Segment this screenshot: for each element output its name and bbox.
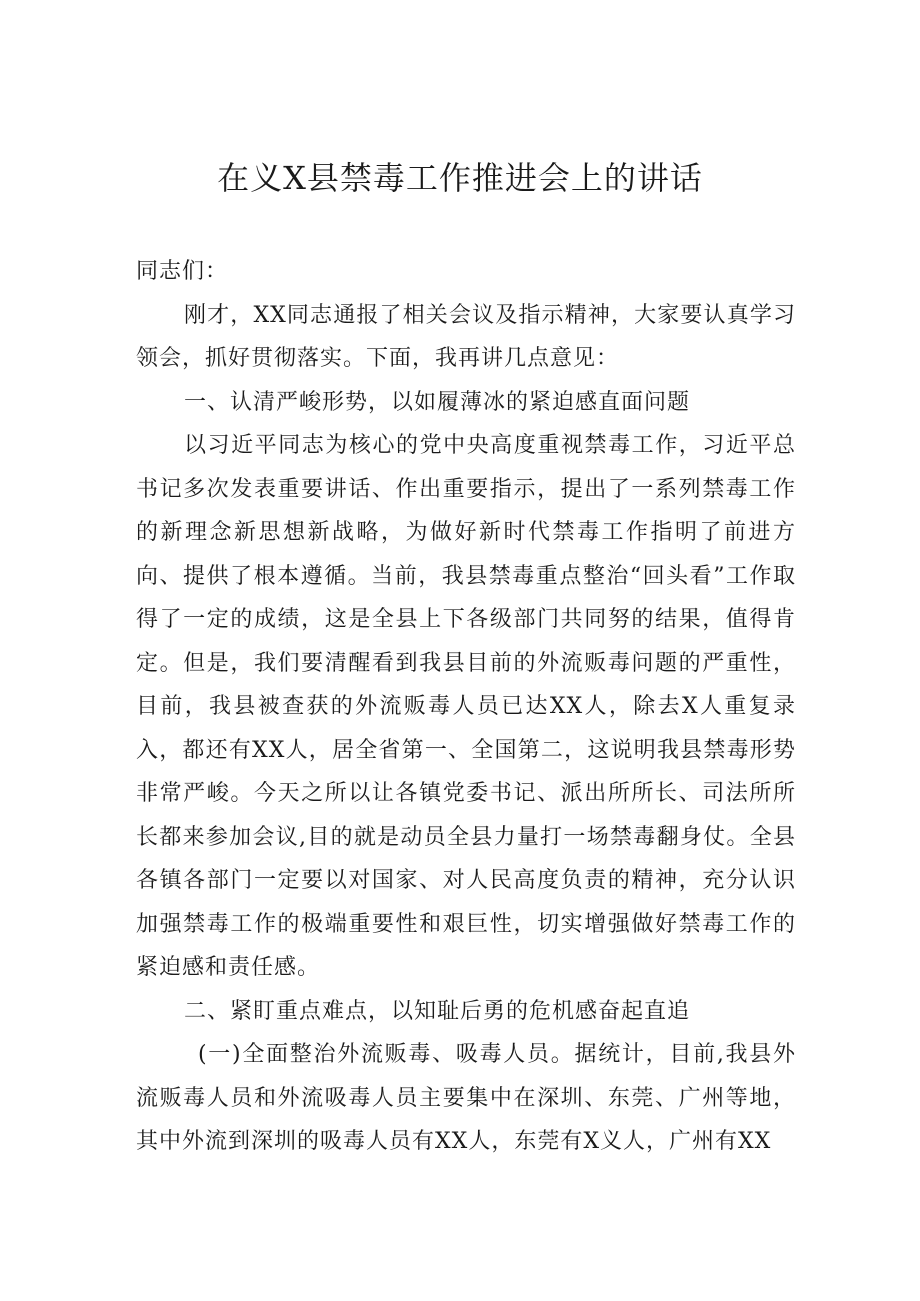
section-1-paragraph: 以习近平同志为核心的党中央高度重视禁毒工作，习近平总书记多次发表重要讲话、作出重要指示，提出了一系列禁毒工作的新理念新思想新战略，为做好新时代禁毒工作指明了前进方向、提供了根本遵循。当前，我县禁毒重点整治“回头看”工作取得了一定的成绩，这是全县上下各级部门共同努的结果，值得肯定。但是，我们要清醒看到我县目前的外流贩毒问题的严重性，目前，我县被查获的外流贩毒人员已达XX人，除去X人重复录入，都还有XX人，居全省第一、全国第二，这说明我县禁毒形势非常严峻。今天之所以让各镇党委书记、派出所所长、司法所所长都来参加会议,目的就是动员全县力量打一场禁毒翻身仗。全县各镇各部门一定要以对国家、对人民高度负责的精神，充分认识加强禁毒工作的极端重要性和艰巨性，切实增强做好禁毒工作的紧迫感和责任感。 <box>136 433 796 980</box>
section-2-subsection-1: (一)全面整治外流贩毒、吸毒人员。据统计，目前,我县外流贩毒人员和外流吸毒人员主要集中在深圳、东莞、广州等地，其中外流到深圳的吸毒人员有XX人，东莞有X义人，广州有XX <box>136 1042 796 1154</box>
section-2-heading: 二、紧盯重点难点，以知耻后勇的危机感奋起直追 <box>184 998 691 1024</box>
intro-paragraph: 刚才，XX同志通报了相关会议及指示精神，大家要认真学习领会，抓好贯彻落实。下面，我再讲几点意见： <box>136 302 796 371</box>
document-title: 在义X县禁毒工作推进会上的讲话 <box>217 159 703 197</box>
salutation: 同志们： <box>136 259 229 284</box>
document-body <box>136 250 796 1164</box>
section-1-heading: 一、认清严峻形势，以如履薄冰的紧迫感直面问题 <box>184 389 691 415</box>
